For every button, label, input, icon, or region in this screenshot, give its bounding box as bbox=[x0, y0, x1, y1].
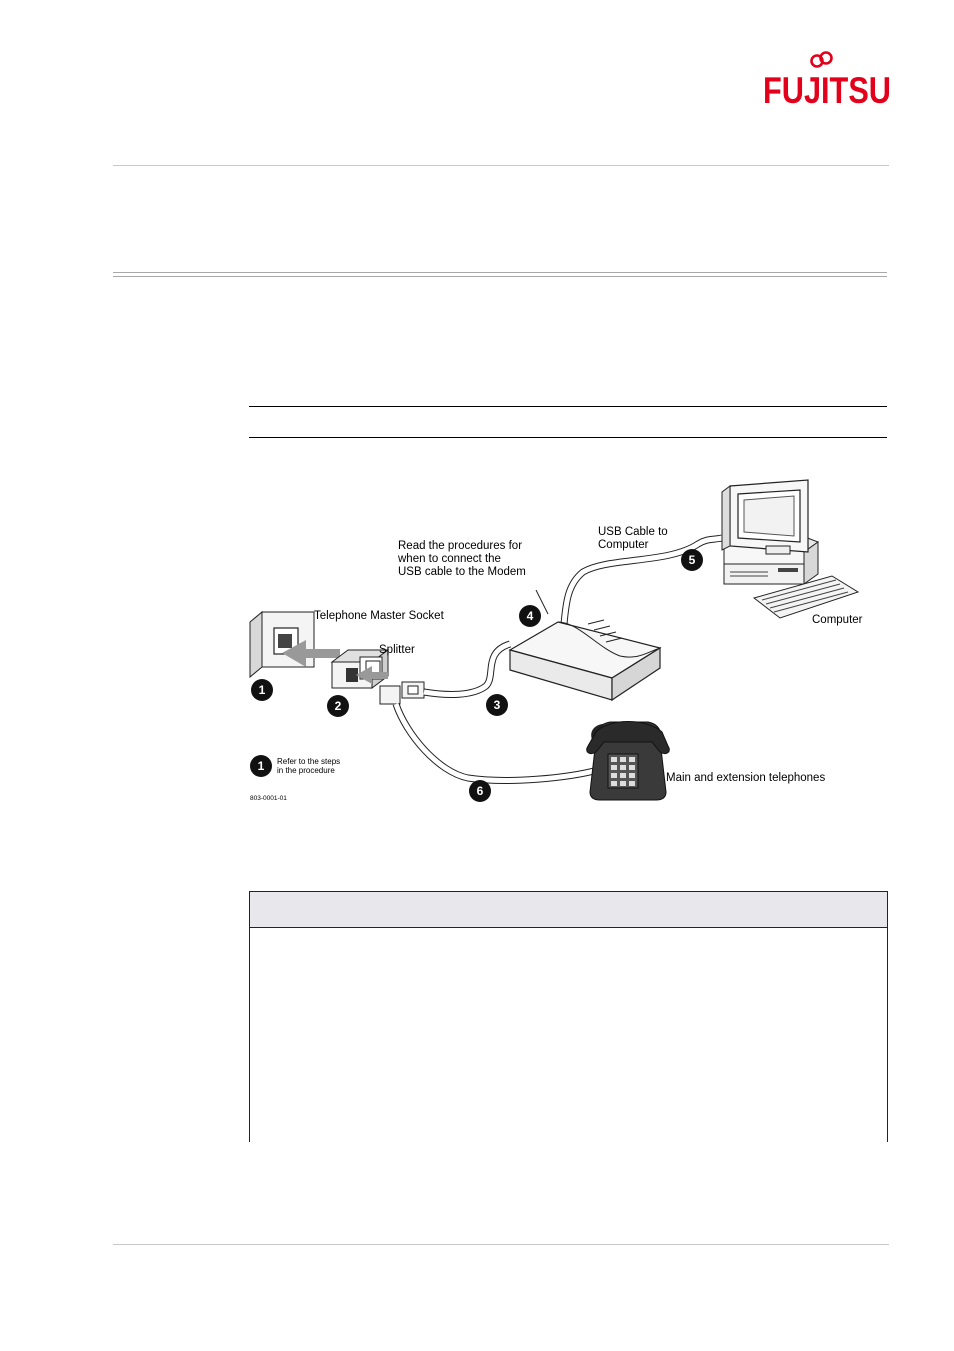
logo-text: FUJITSU bbox=[763, 70, 891, 111]
figure-id: 803-0001-01 bbox=[250, 795, 287, 802]
figure-caption-rule bbox=[249, 437, 887, 438]
telephones-label: Main and extension telephones bbox=[666, 772, 826, 784]
figure-top-rule bbox=[249, 406, 887, 407]
usb-cable-label: USB Cable to Computer bbox=[598, 526, 668, 551]
connection-diagram bbox=[248, 472, 888, 812]
legend-step-badge: 1 bbox=[250, 755, 272, 777]
step-badge: 3 bbox=[486, 694, 508, 716]
legend-label: Refer to the steps in the procedure bbox=[277, 757, 341, 775]
title-rule bbox=[113, 272, 887, 277]
footer-rule bbox=[113, 1244, 889, 1245]
read-procedures-label: Read the procedures for when to connect the USB cable to the Modem bbox=[398, 540, 526, 578]
computer-label: Computer bbox=[812, 614, 863, 626]
splitter-label: Splitter bbox=[379, 644, 415, 656]
step-badge: 4 bbox=[519, 605, 541, 627]
note-box-header bbox=[250, 892, 887, 928]
step-badge: 5 bbox=[681, 549, 703, 571]
telephone-master-socket-label: Telephone Master Socket bbox=[314, 610, 444, 622]
step-badge: 1 bbox=[251, 679, 273, 701]
step-badge: 2 bbox=[327, 695, 349, 717]
step-badge: 6 bbox=[469, 780, 491, 802]
telephone-icon bbox=[587, 722, 670, 801]
computer-icon bbox=[722, 480, 818, 584]
fujitsu-logo bbox=[760, 48, 895, 118]
header-rule bbox=[113, 165, 889, 166]
modem-icon bbox=[510, 620, 660, 700]
note-box bbox=[249, 891, 888, 1142]
plug-icon bbox=[380, 682, 424, 704]
